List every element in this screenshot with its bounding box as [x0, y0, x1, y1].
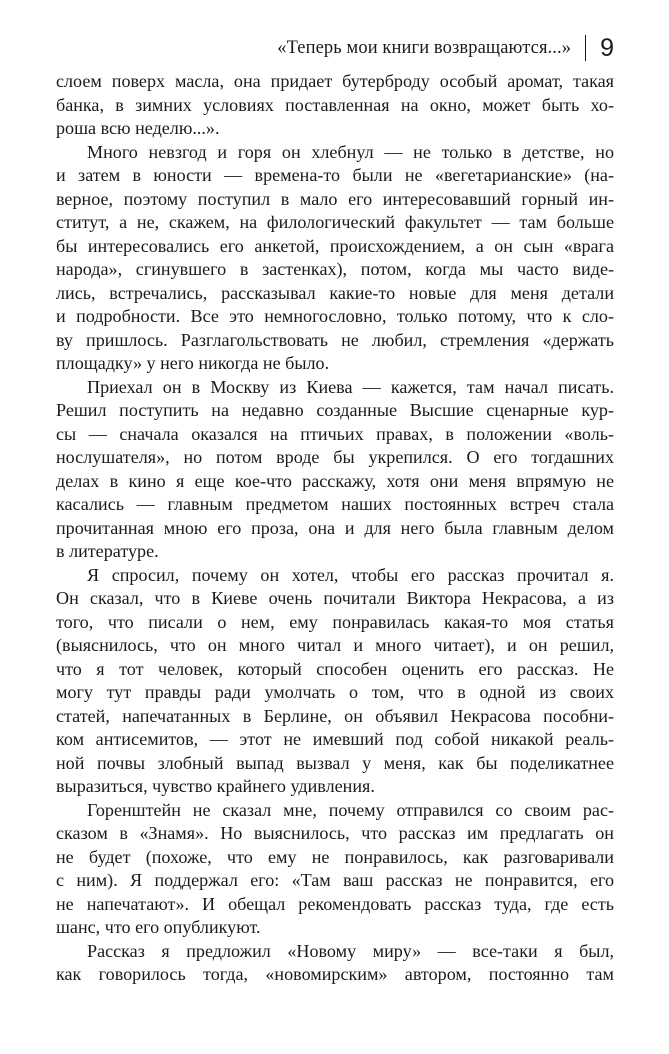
- text-line: с ним). Я поддержал его: «Там ваш рассказ не понравится, его: [56, 870, 614, 890]
- header-divider: [585, 35, 586, 61]
- text-line: Много невзгод и горя он хлебнул — не только в детстве, но: [87, 141, 614, 162]
- text-line: Горенштейн не сказал мне, почему отправился со своим рас-: [87, 799, 614, 820]
- text-line: касались — главным предметом наших постоянных встреч стала: [56, 494, 614, 514]
- text-line: слоем поверх масла, она придает бутерброду особый аромат, такая: [56, 71, 614, 91]
- body-text: [56, 70, 614, 987]
- text-line: Он сказал, что в Киеве очень почитали Виктора Некрасова, а из: [56, 588, 614, 608]
- text-line: нослушателя», но потом вроде бы укрепился. О его тогдашних: [56, 447, 614, 467]
- paragraph: [56, 940, 614, 987]
- text-line: площадку» у него никогда не было.: [56, 353, 330, 373]
- text-line: не напечатают». И обещал рекомендовать рассказ туда, где есть: [56, 893, 614, 914]
- text-line: сы — сначала оказался на птичьих правах, в положении «воль-: [56, 423, 614, 444]
- running-title: «Теперь мои книги возвращаются...»: [277, 37, 572, 58]
- running-head: [56, 30, 614, 66]
- text-line: статей, напечатанных в Берлине, он объявил Некрасова пособни-: [56, 705, 614, 726]
- text-line: сказом в «Знамя». Но выяснилось, что рассказ им предлагать он: [56, 823, 614, 843]
- text-line: шанс, что его опубликуют.: [56, 917, 261, 937]
- text-line: как говорилось тогда, «новомирским» автором, постоянно там: [56, 964, 614, 984]
- text-line: делах в кино я еще кое-что расскажу, хотя они меня впрямую не: [56, 470, 614, 491]
- text-line: Рассказ я предложил «Новому миру» — все-таки я был,: [87, 940, 614, 961]
- text-line: прочитанная мною его проза, она и для него была главным делом: [56, 517, 614, 538]
- text-line: выразиться, чувство крайнего удивления.: [56, 776, 375, 796]
- book-page: [56, 30, 614, 987]
- page-number: 9: [600, 33, 614, 62]
- paragraph: [56, 70, 614, 141]
- paragraph: [56, 564, 614, 799]
- text-line: и подробности. Все это немногословно, только потому, что к сло-: [56, 306, 614, 326]
- text-line: Решил поступить на недавно созданные Высшие сценарные кур-: [56, 400, 614, 420]
- text-line: народа», сгинувшего в застенках), потом, когда мы часто виде-: [56, 259, 614, 279]
- paragraph: [56, 141, 614, 376]
- text-line: бы интересовались его анкетой, происхождением, а он сын «врага: [56, 235, 614, 256]
- text-line: ву пришлось. Разглагольствовать не любил, стремления «держать: [56, 329, 614, 350]
- paragraph: [56, 376, 614, 564]
- text-line: могу тут правды ради умолчать о том, что в одной из своих: [56, 682, 614, 702]
- text-line: ной почвы злобный выпад вызвал у меня, как бы поделикатнее: [56, 752, 614, 773]
- text-line: и затем в юности — времена-то были не «вегетарианские» (на-: [56, 165, 614, 185]
- text-line: ком антисемитов, — этот не имевший под собой никакой реаль-: [56, 729, 614, 749]
- text-line: в литературе.: [56, 541, 159, 561]
- text-line: роша всю неделю...».: [56, 118, 220, 138]
- text-line: банка, в зимних условиях поставленная на окно, может быть хо-: [56, 94, 614, 115]
- text-line: верное, поэтому поступил в мало его интересовавший горный ин-: [56, 188, 614, 209]
- text-line: ститут, а не, скажем, на филологический факультет — там больше: [56, 212, 614, 232]
- text-line: (выяснилось, что он много читал и много читает), и он решил,: [56, 635, 614, 655]
- text-line: того, что писали о нем, ему понравилась какая-то моя статья: [56, 611, 614, 632]
- text-line: Я спросил, почему он хотел, чтобы его рассказ прочитал я.: [87, 564, 614, 585]
- text-line: Приехал он в Москву из Киева — кажется, там начал писать.: [87, 376, 614, 397]
- text-line: не будет (похоже, что ему не понравилось, как разговаривали: [56, 846, 614, 867]
- paragraph: [56, 799, 614, 940]
- text-line: лись, встречались, рассказывал какие-то новые для меня детали: [56, 282, 614, 303]
- text-line: что я тот человек, который способен оценить его рассказ. Не: [56, 658, 614, 679]
